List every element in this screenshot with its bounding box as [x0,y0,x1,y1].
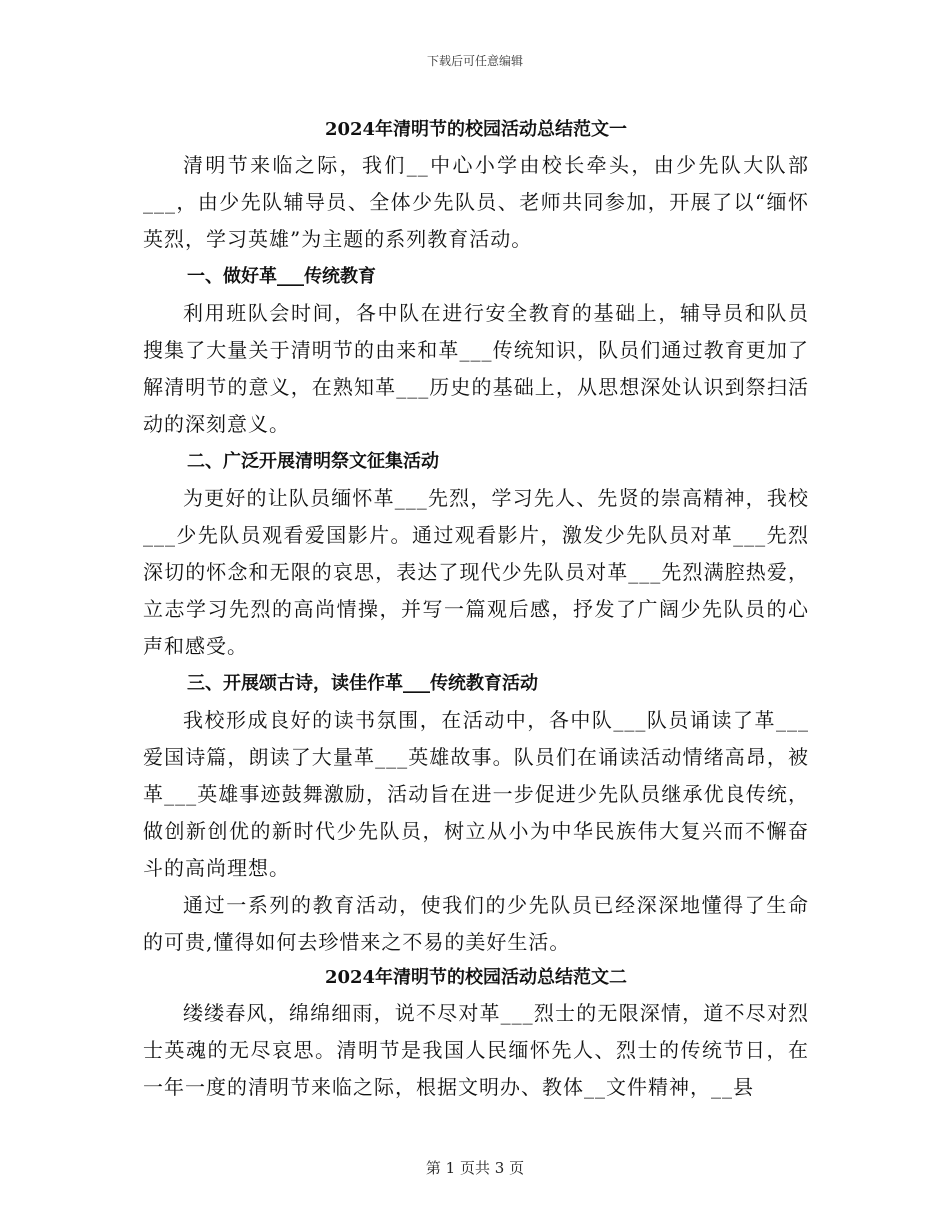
article-1-intro: 清明节来临之际，我们__中心小学由校长牵头，由少先队大队部___，由少先队辅导员、全体少先队员、老师共同参加，开展了以“缅怀英烈，学习英雄”为主题的系列教育活动。 [143,153,809,251]
document-body [143,113,809,1106]
section-2-heading: 二、广泛开展清明祭文征集活动 [187,451,439,472]
article-2-intro: 缕缕春风，绵绵细雨，说不尽对革___烈士的无限深情，道不尽对烈士英魂的无尽哀思。清明节是我国人民缅怀先人、烈士的传统节日，在一年一度的清明节来临之际，根据文明办、教体__文件精神，__县 [143,1001,809,1099]
page-header: 下载后可任意编辑 [426,54,523,68]
section-2-text: 为更好的让队员缅怀革___先烈，学习先人、先贤的崇高精神，我校___少先队员观看爱国影片。通过观看影片，激发少先队员对革___先烈深切的怀念和无限的哀思，表达了现代少先队员对革___先烈满腔热爱，立志学习先烈的高尚情操，并写一篇观后感，抒发了广阔少先队员的心声和感受。 [143,486,809,658]
page-footer: 第 1 页共 3 页 [425,1159,525,1177]
section-3-text: 我校形成良好的读书氛围，在活动中，各中队___队员诵读了革___爱国诗篇，朗读了大量革___英雄故事。队员们在诵读活动情绪高昂，被革___英雄事迹鼓舞激励，活动旨在进一步促进少先队员继承优良传统，做创新创优的新时代少先队员，树立从小为中华民族伟大复兴而不懈奋斗的高尚理想。 [143,708,809,880]
section-3-heading: 三、开展颂古诗，读佳作革___传统教育活动 [187,673,538,694]
section-1-heading: 一、做好革___传统教育 [187,266,376,287]
article-2-title: 2024年清明节的校园活动总结范文二 [324,967,628,988]
article-1-title: 2024年清明节的校园活动总结范文一 [324,119,628,140]
article-1-conclusion: 通过一系列的教育活动，使我们的少先队员已经深深地懂得了生命的可贵,懂得如何去珍惜来之不易的美好生活。 [143,893,809,954]
section-1-text: 利用班队会时间，各中队在进行安全教育的基础上，辅导员和队员搜集了大量关于清明节的由来和革___传统知识，队员们通过教育更加了解清明节的意义，在熟知革___历史的基础上，从思想深处认识到祭扫活动的深刻意义。 [143,301,809,436]
